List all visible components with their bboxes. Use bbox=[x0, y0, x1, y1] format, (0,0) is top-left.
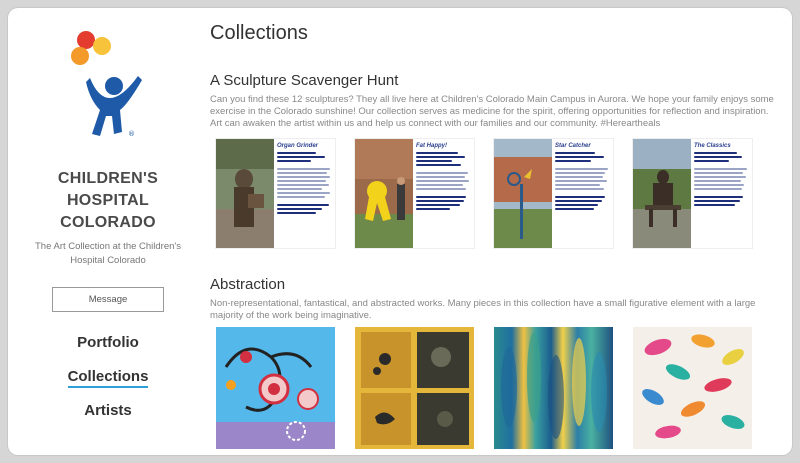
card-title: Star Catcher bbox=[555, 143, 591, 149]
sculpture-photo bbox=[216, 139, 274, 248]
artwork-thumbnail[interactable] bbox=[216, 327, 335, 449]
collection-thumbnails-abstraction bbox=[216, 327, 752, 449]
sculpture-card-the-classics[interactable] bbox=[633, 139, 752, 248]
nav-item-artists[interactable] bbox=[8, 402, 208, 419]
org-name: CHILDREN'S HOSPITAL COLORADO bbox=[57, 170, 159, 231]
sidebar-nav bbox=[8, 334, 208, 436]
nav-item-label: Portfolio bbox=[77, 334, 139, 351]
collection-title-sculpture[interactable]: A Sculpture Scavenger Hunt bbox=[210, 72, 399, 89]
nav-item-label: Artists bbox=[84, 402, 132, 419]
sculpture-photo bbox=[633, 139, 691, 248]
nav-item-collections[interactable] bbox=[8, 368, 208, 385]
artwork-image bbox=[355, 327, 474, 449]
artwork-image bbox=[494, 327, 613, 449]
org-subtitle: The Art Collection at the Children's Hospital Colorado bbox=[35, 241, 181, 266]
card-title: Organ Grinder bbox=[277, 143, 319, 149]
collection-title-abstraction[interactable]: Abstraction bbox=[210, 276, 286, 293]
nav-item-portfolio[interactable] bbox=[8, 334, 208, 351]
svg-text:®: ® bbox=[128, 130, 135, 138]
main-content bbox=[210, 8, 786, 455]
collection-description-sculpture: Can you find these 12 sculptures? They all live here at Children's Colorado Main Campus in Aurora. We hope your family enjoys some exercise in the Colorado sunshine! Our collection serves as medicine for the spirit, offering opportunities for reflection and inspiration. Art can awaken the artist within us and help us connect with our families and our community. #Hereartheals bbox=[210, 94, 774, 129]
sculpture-card-fat-happy[interactable] bbox=[355, 139, 474, 248]
nav-item-label: Collections bbox=[68, 368, 149, 388]
sculpture-card-star-catcher[interactable] bbox=[494, 139, 613, 248]
collection-description-abstraction: Non-representational, fantastical, and abstracted works. Many pieces in this collection have a small figurative element with a large majority of the work being imaginative. bbox=[210, 298, 756, 321]
childrens-hospital-logo[interactable] bbox=[68, 28, 148, 143]
sculpture-photo bbox=[494, 139, 552, 248]
sculpture-card-organ-grinder[interactable] bbox=[216, 139, 335, 248]
artwork-image bbox=[633, 327, 752, 449]
artwork-image bbox=[216, 327, 335, 449]
sculpture-photo bbox=[355, 139, 413, 248]
card-title: Fat Happy! bbox=[416, 143, 448, 149]
artwork-thumbnail[interactable] bbox=[355, 327, 474, 449]
collection-thumbnails-sculpture bbox=[216, 139, 752, 248]
artwork-thumbnail[interactable] bbox=[494, 327, 613, 449]
page-title: Collections bbox=[210, 22, 308, 44]
card-title: The Classics bbox=[694, 143, 731, 149]
message-button[interactable]: Message bbox=[52, 287, 164, 312]
app-window bbox=[8, 8, 792, 455]
sidebar bbox=[8, 8, 208, 455]
artwork-thumbnail[interactable] bbox=[633, 327, 752, 449]
